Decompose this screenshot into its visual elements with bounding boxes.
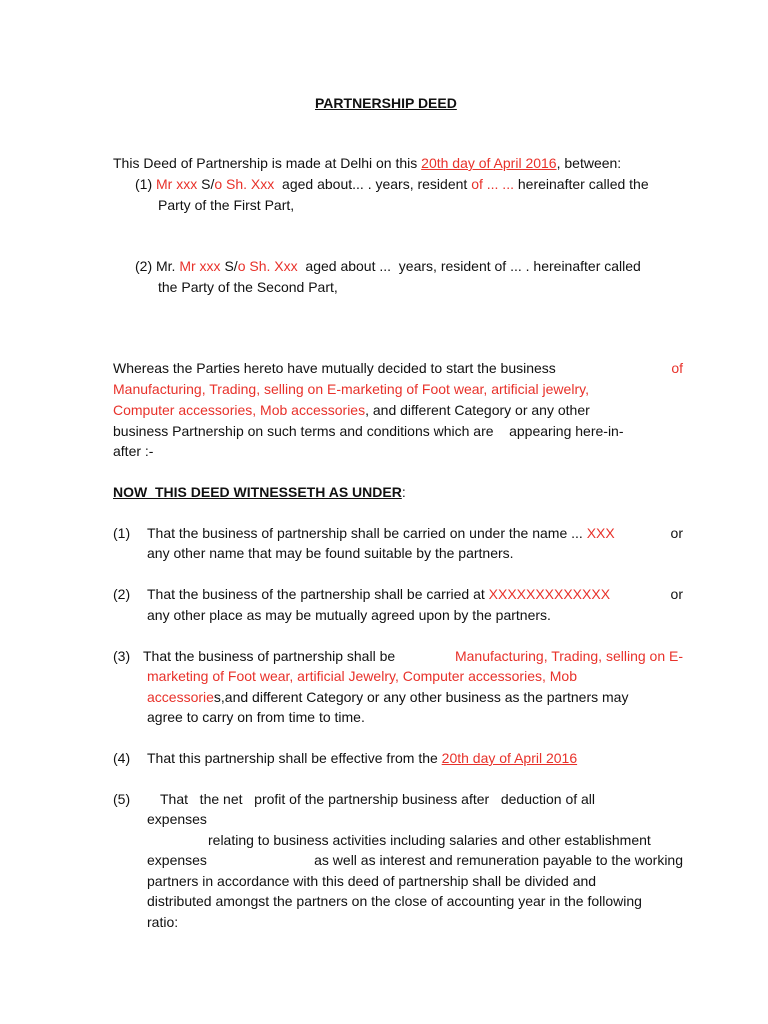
party1-residence: of ... ... <box>471 176 514 192</box>
party1-tail: hereinafter called the <box>513 176 649 192</box>
clause5-line5: partners in accordance with this deed of partnership shall be divided and <box>147 873 597 889</box>
party2-so: S/ <box>220 258 238 274</box>
clause3-line2: marketing of Foot wear, artificial Jewelry, Computer accessories, Mob <box>147 668 578 684</box>
whereas-line4: business Partnership on such terms and conditions which are appearing here-in- <box>113 423 624 439</box>
clause4-number: (4) <box>113 750 131 766</box>
clause4-line1 <box>147 748 577 768</box>
whereas-line5: after :- <box>113 443 154 459</box>
party2-line2: the Party of the Second Part, <box>158 279 338 295</box>
clause2-line1 <box>147 584 683 604</box>
witness-heading <box>113 482 406 502</box>
whereas-category: , and different Category or any other <box>365 402 590 418</box>
intro-date: 20th day of April 2016 <box>421 155 557 171</box>
clause5-expenses: expenses <box>147 852 207 868</box>
clause1-or: or <box>666 525 683 541</box>
clause5-line7: ratio: <box>147 914 179 930</box>
intro-tail: , between: <box>556 155 622 171</box>
whereas-text: Whereas the Parties hereto have mutually decided to start the business <box>113 360 560 376</box>
clause3-line3 <box>147 687 628 707</box>
party2-o: o <box>237 258 246 274</box>
clause5-line3: relating to business activities including salaries and other establishment <box>208 832 651 848</box>
party1-name: Mr xxx <box>156 176 198 192</box>
clause5-remuneration: as well as interest and remuneration payable to the working <box>314 852 683 868</box>
party2-aged: aged about ... years, resident of ... . hereinafter called <box>297 258 641 274</box>
party1-father: Sh. Xxx <box>222 176 275 192</box>
whereas-line1 <box>113 358 683 378</box>
party1-o: o <box>214 176 223 192</box>
clause1-number: (1) <box>113 525 131 541</box>
clause2-place: XXXXXXXXXXXXX <box>488 586 611 602</box>
clause5-line2: expenses <box>147 811 207 827</box>
clause1-line1 <box>147 523 683 543</box>
clause1-line2: any other name that may be found suitable by the partners. <box>147 545 514 561</box>
party1-so: S/ <box>197 176 215 192</box>
clause1-name: XXX <box>586 525 615 541</box>
clause2-number: (2) <box>113 586 131 602</box>
party1-number: (1) <box>135 176 156 192</box>
clause3-line1 <box>143 646 683 666</box>
party2-line1 <box>135 256 641 276</box>
clause4-date: 20th day of April 2016 <box>441 750 578 766</box>
clause3-line4: agree to carry on from time to time. <box>147 709 365 725</box>
whereas-products: Computer accessories, Mob accessories <box>113 402 366 418</box>
witness-text: NOW THIS DEED WITNESSETH AS UNDER <box>113 484 402 500</box>
clause3-number: (3) <box>113 648 131 664</box>
whereas-line3 <box>113 400 590 420</box>
intro-text: This Deed of Partnership is made at Delhi on this <box>113 155 422 171</box>
clause2-line2: any other place as may be mutually agreed upon by the partners. <box>147 607 551 623</box>
intro-line <box>113 153 621 173</box>
party2-name: Mr xxx <box>179 258 221 274</box>
clause5-line1: That the net profit of the partnership business after deduction of all <box>160 791 596 807</box>
clause4-text: That this partnership shall be effective from the <box>147 750 442 766</box>
clause5-number: (5) <box>113 791 131 807</box>
clause2-text: That the business of the partnership shall be carried at <box>147 586 489 602</box>
party1-line2: Party of the First Part, <box>158 197 295 213</box>
party1-line1 <box>135 174 649 194</box>
clause5-line4 <box>147 850 683 870</box>
clause3-business: Manufacturing, Trading, selling on E- <box>454 648 683 664</box>
clause1-text: That the business of partnership shall be carried on under the name ... <box>147 525 587 541</box>
witness-colon: : <box>401 484 406 500</box>
whereas-of: of <box>671 360 683 376</box>
clause3-text: That the business of partnership shall be <box>143 648 400 664</box>
whereas-line2: Manufacturing, Trading, selling on E-marketing of Foot wear, artificial jewelry, <box>113 381 589 397</box>
party2-father: Sh. Xxx <box>245 258 298 274</box>
party1-aged: aged about... . years, resident <box>274 176 472 192</box>
page-title: PARTNERSHIP DEED <box>315 95 457 111</box>
clause3-accessories: accessorie <box>147 689 214 705</box>
clause3-category: s,and different Category or any other business as the partners may <box>213 689 629 705</box>
clause2-or: or <box>662 586 683 602</box>
clause5-line6: distributed amongst the partners on the close of accounting year in the following <box>147 893 642 909</box>
party2-number: (2) Mr. <box>135 258 180 274</box>
